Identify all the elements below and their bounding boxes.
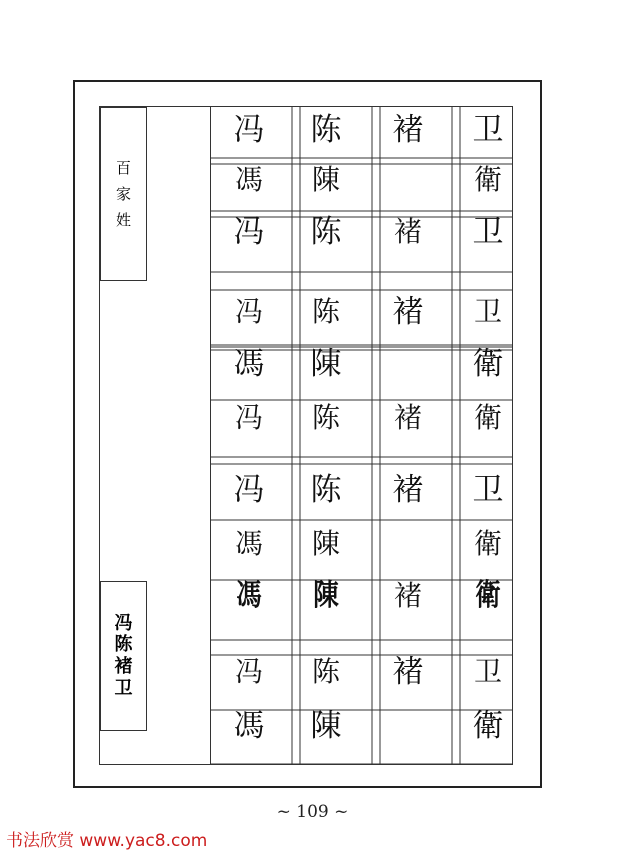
- practice-character: 陳: [311, 527, 340, 560]
- practice-character: 陳: [310, 708, 342, 744]
- practice-character: 冯: [234, 401, 263, 434]
- practice-character: 冯: [233, 112, 265, 148]
- sidebar-caption-char: 陈: [114, 634, 133, 656]
- practice-character: 馮: [234, 163, 263, 196]
- sidebar-title-box: [100, 107, 147, 281]
- sidebar-title-char: 家: [115, 185, 131, 203]
- practice-character: 褚: [392, 294, 424, 330]
- practice-character: 冯: [234, 655, 263, 688]
- practice-character: 陈: [311, 655, 340, 688]
- practice-character: 冯: [233, 472, 265, 508]
- sidebar-caption-char: 冯: [114, 612, 133, 634]
- practice-character: 馮: [233, 346, 265, 382]
- practice-character: 冯: [233, 214, 265, 250]
- practice-character: 陈: [310, 112, 342, 148]
- practice-character: 褚: [393, 401, 422, 434]
- practice-character: 陳: [311, 163, 340, 196]
- practice-character: 卫: [473, 655, 502, 688]
- practice-character: 褚: [392, 112, 424, 148]
- practice-character: 卫: [472, 112, 504, 148]
- practice-character: 陈: [310, 214, 342, 250]
- practice-character: 衛: [472, 708, 504, 744]
- practice-character: 褚: [392, 654, 424, 690]
- practice-character: 馮: [233, 708, 265, 744]
- sidebar-title-char: 百: [115, 159, 131, 177]
- practice-character: 衛: [473, 527, 502, 560]
- watermark-text: 书法欣赏 www.yac8.com: [6, 831, 208, 851]
- practice-character: 陈: [310, 472, 342, 508]
- practice-character: 卫: [473, 295, 502, 328]
- sidebar-caption-char: 褚: [114, 656, 133, 677]
- practice-character: 卫: [472, 214, 504, 250]
- practice-character: 馮: [234, 527, 263, 560]
- practice-character: 衛: [475, 578, 501, 613]
- practice-character: 陈: [311, 295, 340, 328]
- practice-character: 褚: [392, 472, 424, 508]
- practice-character: 冯: [234, 295, 263, 328]
- sidebar-divider: [210, 106, 211, 765]
- practice-character: 衛: [473, 401, 502, 434]
- practice-character: 褚: [393, 215, 422, 248]
- practice-character: 陈: [311, 401, 340, 434]
- practice-character: 褚: [393, 579, 422, 612]
- sidebar-title-char: 姓: [115, 211, 131, 229]
- practice-character: 衛: [473, 163, 502, 196]
- sidebar-caption-char: 卫: [114, 677, 133, 699]
- practice-character: 衛: [472, 346, 504, 382]
- sidebar-caption-box: [100, 581, 147, 731]
- page-number: ~ 109 ~: [276, 802, 349, 822]
- practice-character: 陳: [313, 578, 339, 613]
- practice-character: 卫: [472, 472, 504, 508]
- practice-character: 馮: [236, 578, 262, 613]
- practice-character: 陳: [310, 346, 342, 382]
